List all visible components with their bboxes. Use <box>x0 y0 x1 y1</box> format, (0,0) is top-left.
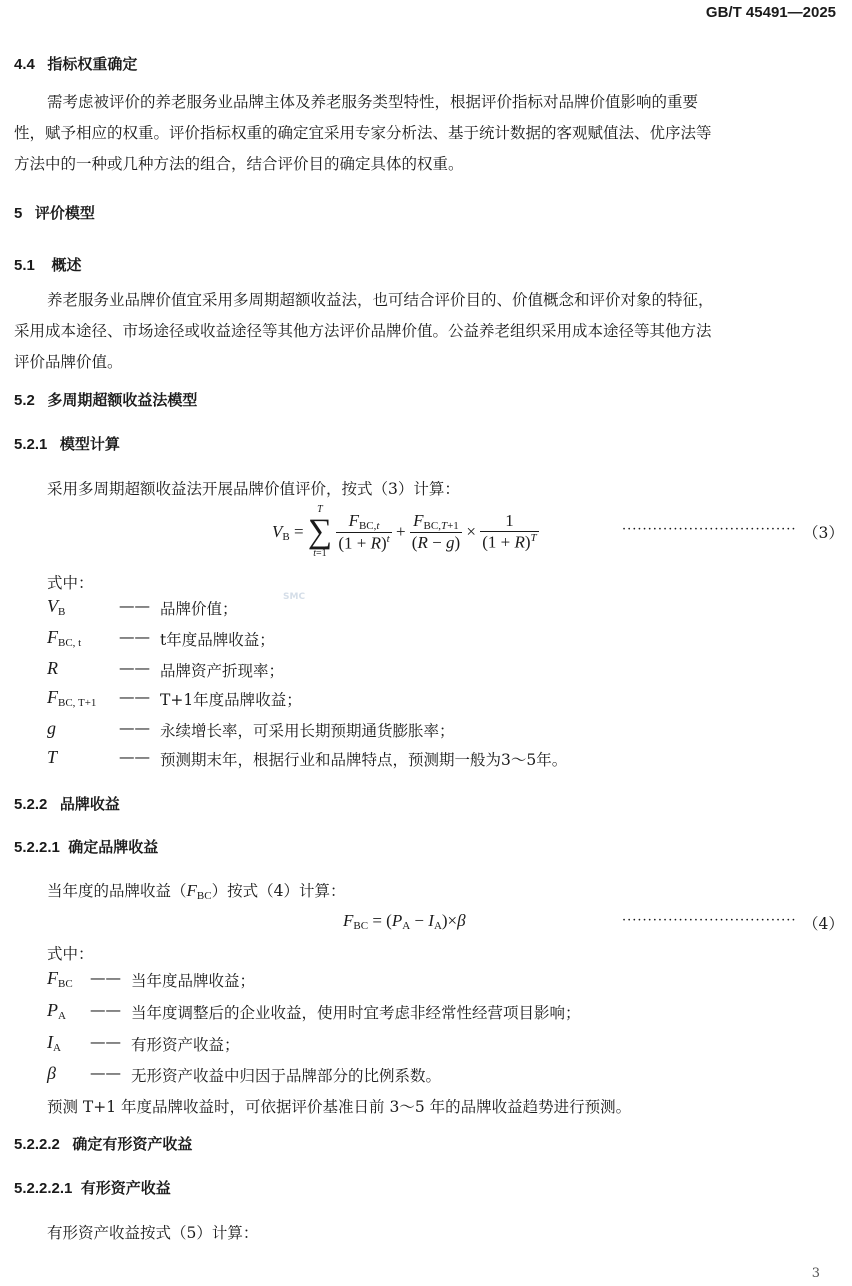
formula-4-intro: 当年度的品牌收益$(F_{BC})$按式（4）计算： <box>47 881 346 902</box>
section-title: 确定有形资产收益 <box>72 1136 193 1153</box>
section-number: 5.2.2.1 <box>14 839 60 856</box>
section-4-4-paragraph <box>14 87 838 180</box>
variable-dash: —— <box>90 1064 121 1082</box>
fraction: $\frac{F_{BC,t}}{(1 + R)^t}$ <box>338 510 390 553</box>
section-number: 5.2.2.2 <box>14 1136 60 1153</box>
section-title: 指标权重确定 <box>47 56 138 73</box>
section-number: 5 <box>14 205 23 222</box>
fraction: $\frac{1}{(1 + R)^T}$ <box>482 511 537 552</box>
variable-description: 品牌价值； <box>160 600 238 618</box>
section-5-2-2-1-heading <box>14 836 158 857</box>
variable-description: T+1年度品牌收益； <box>160 691 302 709</box>
paragraph-line: 需考虑被评价的养老服务业品牌主体及养老服务类型特性，根据评价指标对品牌价值影响的重要 <box>47 93 699 111</box>
section-title: 概述 <box>51 257 82 274</box>
section-5-2-2-2-heading <box>14 1133 192 1154</box>
paragraph-line: 评价品牌价值。 <box>14 353 123 371</box>
equation-leader-dots: ·································· <box>622 913 797 928</box>
variable-description: 无形资产收益中归因于品牌部分的比例系数。 <box>131 1067 442 1085</box>
section-5-2-heading <box>14 389 197 410</box>
variable-description: t年度品牌收益； <box>160 631 275 649</box>
page-number: 3 <box>811 1266 820 1281</box>
variable-dash: —— <box>90 1033 121 1051</box>
variable-dash: —— <box>119 659 150 677</box>
section-title: 有形资产收益 <box>80 1180 171 1197</box>
sum-symbol: T ∑ t=1 <box>307 504 333 559</box>
section-5-heading <box>14 202 95 223</box>
variable-symbol: $F_{BC}$ <box>47 968 73 990</box>
where-label: 式中： <box>47 574 94 592</box>
variable-dash: —— <box>119 748 150 766</box>
variable-dash: —— <box>90 969 121 987</box>
section-number: 5.2.2.2.1 <box>14 1180 73 1197</box>
formula-5-intro: 有形资产收益按式（5）计算： <box>47 1224 259 1242</box>
variable-dash: —— <box>119 628 150 646</box>
variable-symbol: $I_A$ <box>47 1032 61 1054</box>
variable-description: 永续增长率，可采用长期预期通货膨胀率； <box>160 722 455 740</box>
section-number: 4.4 <box>14 56 35 73</box>
variable-description: 品牌资产折现率； <box>160 662 285 680</box>
section-5-2-1-heading <box>14 433 120 454</box>
section-title: 评价模型 <box>34 205 95 222</box>
section-title: 多周期超额收益法模型 <box>47 392 198 409</box>
paragraph-line: 性，赋予相应的权重。评价指标权重的确定宜采用专家分析法、基于统计数据的客观赋值法、优序法等 <box>14 124 712 142</box>
formula-4: $F_{BC} = (P_A - I_A)\times\beta$ <box>343 911 466 932</box>
variable-description: 当年度品牌收益； <box>131 972 256 990</box>
variable-description: 当年度调整后的企业收益，使用时宜考虑非经常性经营项目影响； <box>131 1004 581 1022</box>
section-title: 确定品牌收益 <box>68 839 159 856</box>
formula-3: $V_B$ = T ∑ t=1 $\frac{F_{BC,t}}{(1 + R)^t}$ + $\frac{F_{BC,T+1}}{(R - g)}$ × $\frac{1}{(1 + R)^T}$ <box>272 504 537 559</box>
paragraph-line: 采用成本途径、市场途径或收益途径等其他方法评价品牌价值。公益养老组织采用成本途径等其他方法 <box>14 322 712 340</box>
variable-dash: —— <box>119 597 150 615</box>
equation-number: （3） <box>803 524 844 542</box>
variable-symbol: $V_B$ <box>47 596 66 618</box>
paragraph-line: 养老服务业品牌价值宜采用多周期超额收益法，也可结合评价目的、价值概念和评价对象的特征， <box>47 291 714 309</box>
section-number: 5.2 <box>14 392 35 409</box>
variable-symbol: $F_{BC, t}$ <box>47 627 82 649</box>
variable-symbol: $P_A$ <box>47 1000 66 1022</box>
section-5-2-2-heading <box>14 793 120 814</box>
equation-number: （4） <box>803 915 844 933</box>
forecast-note: 预测 T+1 年度品牌收益时，可依据评价基准日前 3～5 年的品牌收益趋势进行预测。 <box>47 1098 632 1116</box>
section-4-4-heading <box>14 53 137 74</box>
variable-symbol: g <box>47 718 56 738</box>
variable-description: 预测期末年，根据行业和品牌特点，预测期一般为3～5年。 <box>160 751 568 769</box>
variable-symbol: T <box>47 747 58 767</box>
section-5-2-2-2-1-heading <box>14 1177 171 1198</box>
formula-3-intro: 采用多周期超额收益法开展品牌价值评价，按式（3）计算： <box>47 480 460 498</box>
variable-description: 有形资产收益； <box>131 1036 240 1054</box>
variable-symbol: $F_{BC, T+1}$ <box>47 687 97 709</box>
variable-dash: —— <box>119 719 150 737</box>
paragraph-line: 方法中的一种或几种方法的组合，结合评价目的确定具体的权重。 <box>14 155 464 173</box>
variable-symbol: β <box>47 1063 56 1083</box>
section-5-1-heading <box>14 254 82 275</box>
section-number: 5.2.2 <box>14 796 48 813</box>
where-label: 式中： <box>47 945 94 963</box>
standard-number: GB/T 45491—2025 <box>705 4 836 21</box>
variable-dash: —— <box>90 1001 121 1019</box>
equation-leader-dots: ·································· <box>622 522 797 537</box>
section-5-1-paragraph <box>14 285 838 378</box>
section-title: 品牌收益 <box>59 796 120 813</box>
variable-dash: —— <box>119 688 150 706</box>
watermark-logo: SMC <box>283 592 306 602</box>
section-number: 5.1 <box>14 257 35 274</box>
section-title: 模型计算 <box>59 436 120 453</box>
section-number: 5.2.1 <box>14 436 48 453</box>
variable-symbol: R <box>47 658 58 678</box>
fraction: $\frac{F_{BC,T+1}}{(R - g)}$ <box>411 511 461 552</box>
